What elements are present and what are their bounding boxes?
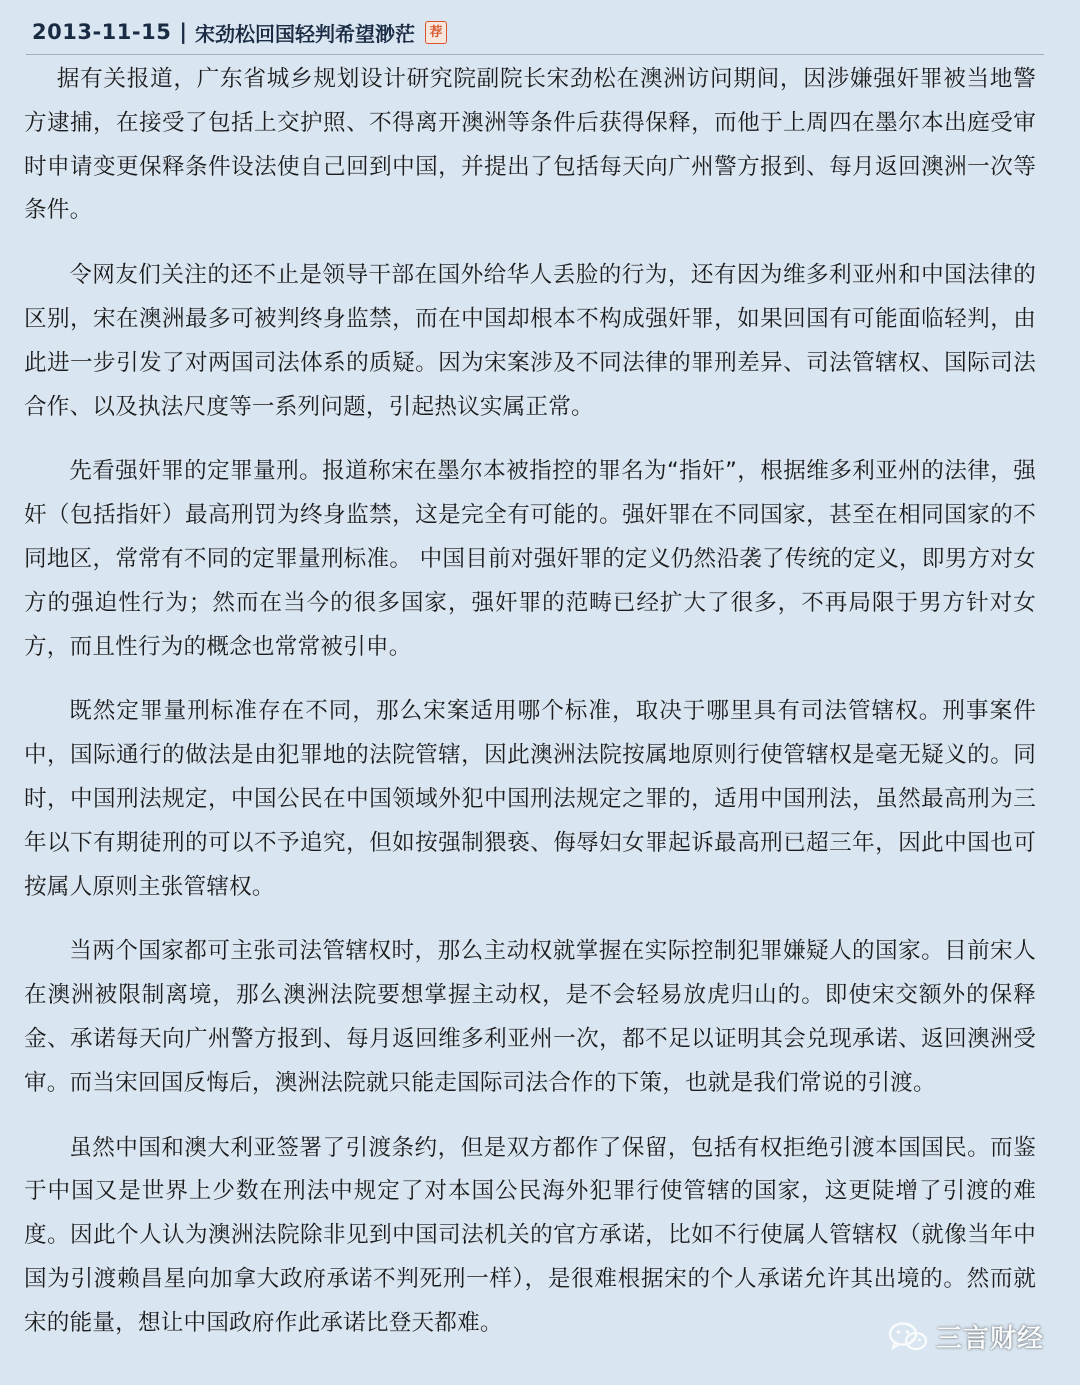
paragraph-2: 令网友们关注的还不止是领导干部在国外给华人丢脸的行为，还有因为维多利亚州和中国法律的区别，宋在澳洲最多可被判终身监禁，而在中国却根本不构成强奸罪，如果回国有可能面临轻判，由此进一步引发了对两国司法体系的质疑。因为宋案涉及不同法律的罪刑差异、司法管辖权、国际司法合作、以及执法尺度等一系列问题，引起热议实属正常。	[24, 262, 1036, 420]
article-header	[32, 12, 447, 52]
paragraph-6: 虽然中国和澳大利亚签署了引渡条约，但是双方都作了保留，包括有权拒绝引渡本国国民。而鉴于中国又是世界上少数在刑法中规定了对本国公民海外犯罪行使管辖的国家，这更陡增了引渡的难度。因此个人认为澳洲法院除非见到中国司法机关的官方承诺，比如不行使属人管辖权（就像当年中国为引渡赖昌星向加拿大政府承诺不判死刑一样），是很难根据宋的个人承诺允许其出境的。然而就宋的能量，想让中国政府作此承诺比登天都难。	[24, 1134, 1036, 1336]
article-body	[24, 58, 1036, 1367]
paragraph-5: 当两个国家都可主张司法管辖权时，那么主动权就掌握在实际控制犯罪嫌疑人的国家。目前宋人在澳洲被限制离境，那么澳洲法院要想掌握主动权，是不会轻易放虎归山的。即使宋交额外的保释金、承诺每天向广州警方报到、每月返回维多利亚州一次，都不足以证明其会兑现承诺、返回澳洲受审。而当宋回国反悔后，澳洲法院就只能走国际司法合作的下策，也就是我们常说的引渡。	[24, 938, 1036, 1096]
recommend-badge: 荐	[425, 21, 447, 44]
paragraph-4: 既然定罪量刑标准存在不同，那么宋案适用哪个标准，取决于哪里具有司法管辖权。刑事案件中，国际通行的做法是由犯罪地的法院管辖，因此澳洲法院按属地原则行使管辖权是毫无疑义的。同时，中国刑法规定，中国公民在中国领域外犯中国刑法规定之罪的，适用中国刑法，虽然最高刑为三年以下有期徒刑的可以不予追究，但如按强制猥亵、侮辱妇女罪起诉最高刑已超三年，因此中国也可按属人原则主张管辖权。	[24, 698, 1036, 900]
header-divider	[26, 54, 1044, 55]
paragraph-1: 据有关报道，广东省城乡规划设计研究院副院长宋劲松在澳洲访问期间，因涉嫌强奸罪被当地警方逮捕，在接受了包括上交护照、不得离开澳洲等条件后获得保释，而他于上周四在墨尔本出庭受审时申请变更保释条件设法使自己回到中国，并提出了包括每天向广州警方报到、每月返回澳洲一次等条件。	[24, 66, 1036, 224]
watermark-text: 三言财经	[935, 1324, 1044, 1354]
paragraph-3: 先看强奸罪的定罪量刑。报道称宋在墨尔本被指控的罪名为“指奸”，根据维多利亚州的法律，强奸（包括指奸）最高刑罚为终身监禁，这是完全有可能的。强奸罪在不同国家，甚至在相同国家的不同地区，常常有不同的定罪量刑标准。 中国目前对强奸罪的定义仍然沿袭了传统的定义，即男方对女方的强迫性行为；然而在当今的很多国家，强奸罪的范畴已经扩大了很多，不再局限于男方针对女方，而且性行为的概念也常常被引申。	[24, 458, 1036, 660]
header-separator: |	[179, 20, 187, 44]
article-date: 2013-11-15	[32, 20, 172, 44]
article-title[interactable]: 宋劲松回国轻判希望渺茫	[195, 21, 415, 46]
